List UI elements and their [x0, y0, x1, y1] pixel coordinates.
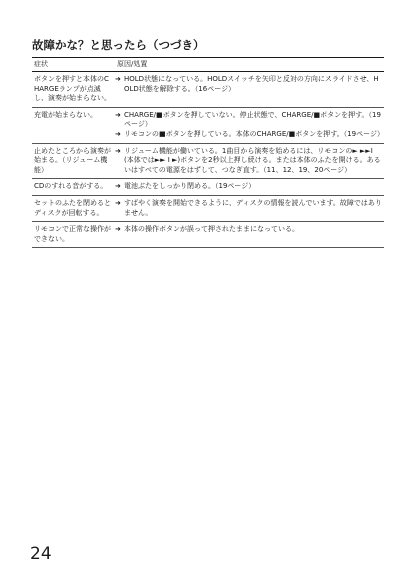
remedy-item: [115, 147, 382, 176]
remedy-item: [115, 75, 382, 94]
remedy-cell: [115, 72, 384, 107]
remedy-text: 電池ぶたをしっかり閉める。（19ページ）: [124, 182, 256, 191]
arrow-icon: ➜: [115, 225, 121, 234]
arrow-icon: ➜: [115, 110, 121, 119]
symptom-cell: 充電が始まらない。: [34, 110, 97, 119]
table-row: [32, 222, 384, 248]
remedy-text: リモコンの■ボタンを押している。本体のCHARGE/■ボタンを押す。（19ページ）: [124, 129, 384, 138]
header-symptom: 症状: [34, 60, 48, 68]
remedy-item: [115, 225, 382, 235]
arrow-icon: ➜: [115, 129, 121, 138]
arrow-icon: ➜: [115, 182, 121, 191]
symptom-cell: 止めたところから演奏が始まる。（リジューム機能）: [34, 146, 111, 174]
page-title: 故障かな？と思ったら（つづき）: [32, 38, 205, 52]
remedy-cell: [115, 196, 384, 221]
table-row: [32, 179, 384, 196]
table-header: [32, 58, 384, 71]
arrow-icon: ➜: [115, 198, 121, 207]
symptom-cell: セットのふたを閉めるとディスクが回転する。: [34, 198, 111, 217]
remedy-cell: [115, 222, 384, 247]
remedy-text: HOLD状態になっている。HOLDスイッチを矢印と反対の方向にスライドさせ、HOLD状態を解除する。（16ページ）: [124, 75, 379, 93]
troubleshooting-table: [32, 57, 384, 248]
remedy-cell: [115, 144, 384, 179]
table-row: [32, 72, 384, 108]
table-body: [32, 72, 384, 248]
symptom-cell: リモコンで正常な操作ができない。: [34, 225, 111, 243]
header-remedy: 原因/処置: [117, 60, 148, 68]
symptom-cell: CDのすれる音がする。: [34, 182, 108, 191]
table-row: [32, 144, 384, 180]
remedy-cell: [115, 108, 384, 143]
remedy-text: すばやく演奏を開始できるように、ディスクの情報を読んでいます。故障ではありません。: [124, 198, 382, 217]
arrow-icon: ➜: [115, 75, 121, 83]
remedy-text: CHARGE/■ボタンを押していない。停止状態で、CHARGE/■ボタンを押す。（19ページ）: [124, 110, 381, 129]
symptom-cell: ボタンを押すと本体のCHARGEランプが点滅し、演奏が始まらない。: [34, 75, 111, 103]
remedy-item: [115, 199, 382, 218]
remedy-text: 本体の操作ボタンが誤って押されたままになっている。: [124, 225, 299, 234]
remedy-item: [115, 182, 382, 192]
table-row: [32, 196, 384, 222]
remedy-item: [115, 130, 382, 140]
page-number: 24: [30, 544, 52, 564]
remedy-cell: [115, 179, 384, 195]
arrow-icon: ➜: [115, 146, 121, 155]
table-row: [32, 108, 384, 144]
remedy-item: [115, 111, 382, 130]
remedy-text: リジューム機能が働いている。1曲目から演奏を始めるには、リモコンの► ►►I(本体では►► I ►)ボタンを2秒以上押し続ける。または本体のふたを開ける。あるいはすべての電源をはずして、つなぎ直す。（11、12、19、20ページ）: [124, 146, 381, 174]
